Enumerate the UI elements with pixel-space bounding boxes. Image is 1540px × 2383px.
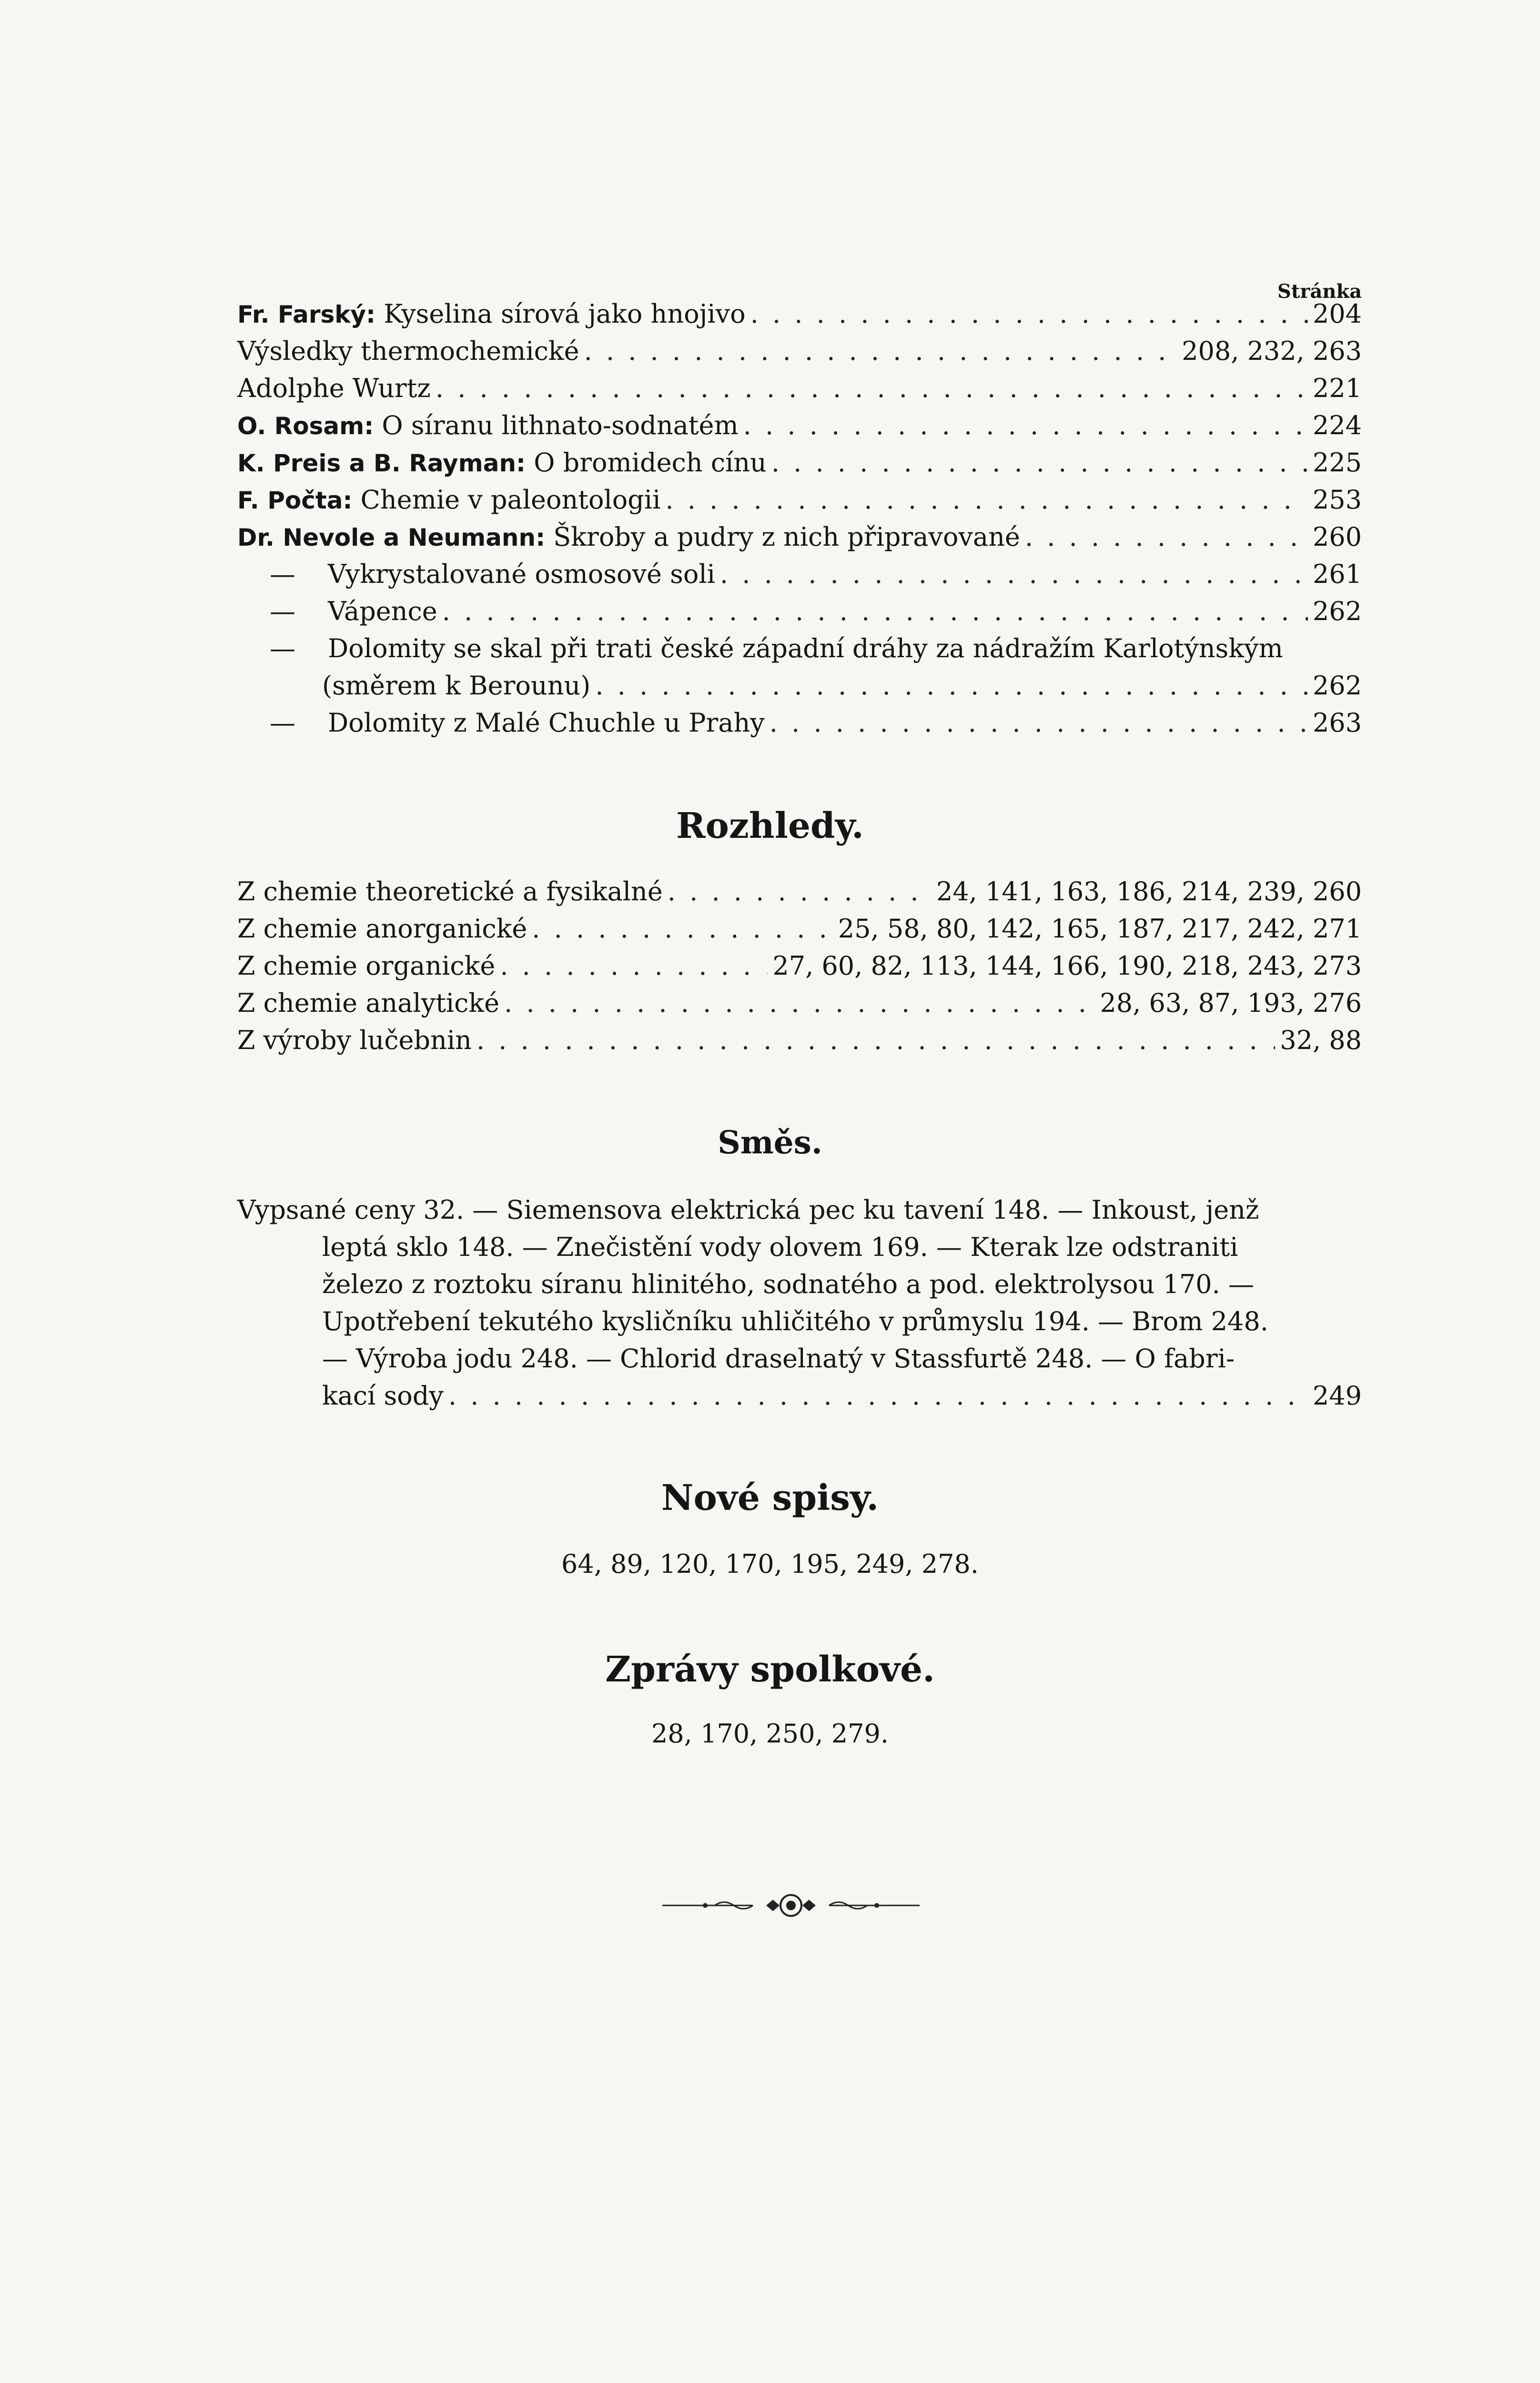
toc-subrow bbox=[237, 593, 1362, 630]
toc-title: Vykrystalované osmosové soli bbox=[328, 559, 715, 589]
toc-title: Dolomity z Malé Chuchle u Prahy bbox=[328, 708, 765, 738]
smes-line: Upotřebení tekutého kysličníku uhličitého v průmyslu 194. — Brom 248. bbox=[322, 1306, 1268, 1336]
smes-line: leptá sklo 148. — Znečistění vody olovem 169. — Kterak lze odstraniti bbox=[322, 1232, 1238, 1262]
toc-row bbox=[237, 481, 1362, 519]
toc-subrow bbox=[237, 630, 1362, 667]
leader-dots bbox=[476, 1022, 1275, 1059]
leader-dots bbox=[665, 481, 1308, 519]
leader-dots bbox=[442, 593, 1308, 630]
rozhledy-title: Z chemie anorganické bbox=[237, 914, 527, 944]
rozhledy-title: Z chemie organické bbox=[237, 951, 496, 981]
rozhledy-row bbox=[237, 910, 1362, 947]
rozhledy-row bbox=[237, 985, 1362, 1022]
leader-dots bbox=[743, 407, 1308, 444]
leader-dots bbox=[436, 370, 1308, 407]
leader-dots bbox=[584, 333, 1177, 370]
toc-title: (směrem k Berounu) bbox=[322, 671, 591, 701]
rozhledy-pages: 28, 63, 87, 193, 276 bbox=[1100, 988, 1362, 1018]
leader-dots bbox=[595, 667, 1308, 704]
toc-pages: 253 bbox=[1312, 485, 1362, 515]
smes-line: kací sody bbox=[322, 1381, 444, 1411]
toc-subrow bbox=[237, 704, 1362, 742]
toc-subrow bbox=[237, 556, 1362, 593]
toc-author: F. Počta: bbox=[237, 487, 353, 514]
rozhledy-title: Z chemie analytické bbox=[237, 988, 500, 1018]
toc-author: Fr. Farský: bbox=[237, 301, 376, 328]
toc-pages: 208, 232, 263 bbox=[1182, 336, 1362, 366]
section-heading-smes: Směs. bbox=[718, 1124, 822, 1161]
toc-author: Dr. Nevole a Neumann: bbox=[237, 524, 546, 551]
toc-author: K. Preis a B. Rayman: bbox=[237, 449, 526, 477]
section-heading-rozhledy: Rozhledy. bbox=[676, 805, 864, 846]
smes-line: — Výroba jodu 248. — Chlorid draselnatý v Stassfurtě 248. — O fabri- bbox=[322, 1344, 1235, 1374]
rozhledy-pages: 27, 60, 82, 113, 144, 166, 190, 218, 243, 273 bbox=[772, 951, 1362, 981]
toc-row bbox=[237, 444, 1362, 481]
smes-last-row bbox=[237, 1377, 1362, 1414]
leader-dots bbox=[668, 873, 932, 910]
toc-pages: 260 bbox=[1312, 522, 1362, 552]
toc-row bbox=[237, 407, 1362, 444]
leader-dots bbox=[770, 704, 1308, 742]
rozhledy-row bbox=[237, 947, 1362, 985]
toc-title: Dolomity se skal při trati české západní dráhy za nádražím Karlotýnským bbox=[328, 633, 1283, 663]
toc-title: O bromidech cínu bbox=[526, 448, 767, 478]
nove-spisy-pages: 64, 89, 120, 170, 195, 249, 278. bbox=[561, 1549, 979, 1579]
toc-title: Chemie v paleontologii bbox=[352, 485, 661, 515]
rozhledy-title: Z chemie theoretické a fysikalné bbox=[237, 876, 663, 906]
toc-title: O síranu lithnato-sodnatém bbox=[374, 410, 739, 440]
toc-pages: 221 bbox=[1312, 373, 1362, 403]
toc-pages: 263 bbox=[1312, 708, 1362, 738]
toc-row bbox=[237, 333, 1362, 370]
rozhledy-pages: 24, 141, 163, 186, 214, 239, 260 bbox=[936, 876, 1362, 906]
rozhledy-row bbox=[237, 873, 1362, 910]
toc-pages: 204 bbox=[1312, 299, 1362, 329]
leader-dots bbox=[500, 947, 768, 985]
smes-paragraph bbox=[237, 1192, 1362, 1414]
smes-pages: 249 bbox=[1312, 1381, 1362, 1411]
toc-row bbox=[237, 370, 1362, 407]
toc-row bbox=[237, 519, 1362, 556]
toc-title: Kyselina sírová jako hnojivo bbox=[375, 299, 746, 329]
ornament-divider-icon bbox=[658, 1891, 924, 1920]
leader-dots bbox=[504, 985, 1095, 1022]
toc-pages: 262 bbox=[1312, 671, 1362, 701]
rozhledy-list bbox=[237, 873, 1362, 1059]
zpravy-pages: 28, 170, 250, 279. bbox=[651, 1719, 889, 1749]
toc-pages: 262 bbox=[1312, 596, 1362, 626]
leader-dots bbox=[1025, 519, 1308, 556]
rozhledy-pages: 32, 88 bbox=[1280, 1025, 1362, 1055]
leader-dots bbox=[771, 444, 1308, 481]
page-column-header: Stránka bbox=[1277, 280, 1362, 303]
rozhledy-row bbox=[237, 1022, 1362, 1059]
leader-dots bbox=[720, 556, 1308, 593]
rozhledy-pages: 25, 58, 80, 142, 165, 187, 217, 242, 271 bbox=[838, 914, 1362, 944]
toc-title: Škroby a pudry z nich připravované bbox=[545, 522, 1020, 552]
toc-author: O. Rosam: bbox=[237, 412, 374, 440]
toc-subrow-continuation bbox=[237, 667, 1362, 704]
toc-title: Adolphe Wurtz bbox=[237, 373, 431, 403]
rozhledy-title: Z výroby lučebnin bbox=[237, 1025, 472, 1055]
contents-list bbox=[237, 295, 1362, 742]
toc-title: Vápence bbox=[328, 596, 437, 626]
section-heading-nove-spisy: Nové spisy. bbox=[661, 1477, 879, 1518]
leader-dots bbox=[448, 1377, 1308, 1415]
toc-pages: 261 bbox=[1312, 559, 1362, 589]
toc-row bbox=[237, 295, 1362, 333]
smes-line: železo z roztoku síranu hlinitého, sodnatého a pod. elektrolysou 170. — bbox=[322, 1269, 1254, 1299]
section-heading-zpravy-spolkove: Zprávy spolkové. bbox=[605, 1649, 935, 1690]
leader-dots bbox=[532, 910, 833, 947]
toc-pages: 225 bbox=[1312, 448, 1362, 478]
toc-title: Výsledky thermochemické bbox=[237, 336, 579, 366]
toc-pages: 224 bbox=[1312, 410, 1362, 440]
smes-line: Vypsané ceny 32. — Siemensova elektrická pec ku tavení 148. — Inkoust, jenž bbox=[237, 1195, 1259, 1225]
leader-dots bbox=[750, 295, 1308, 333]
